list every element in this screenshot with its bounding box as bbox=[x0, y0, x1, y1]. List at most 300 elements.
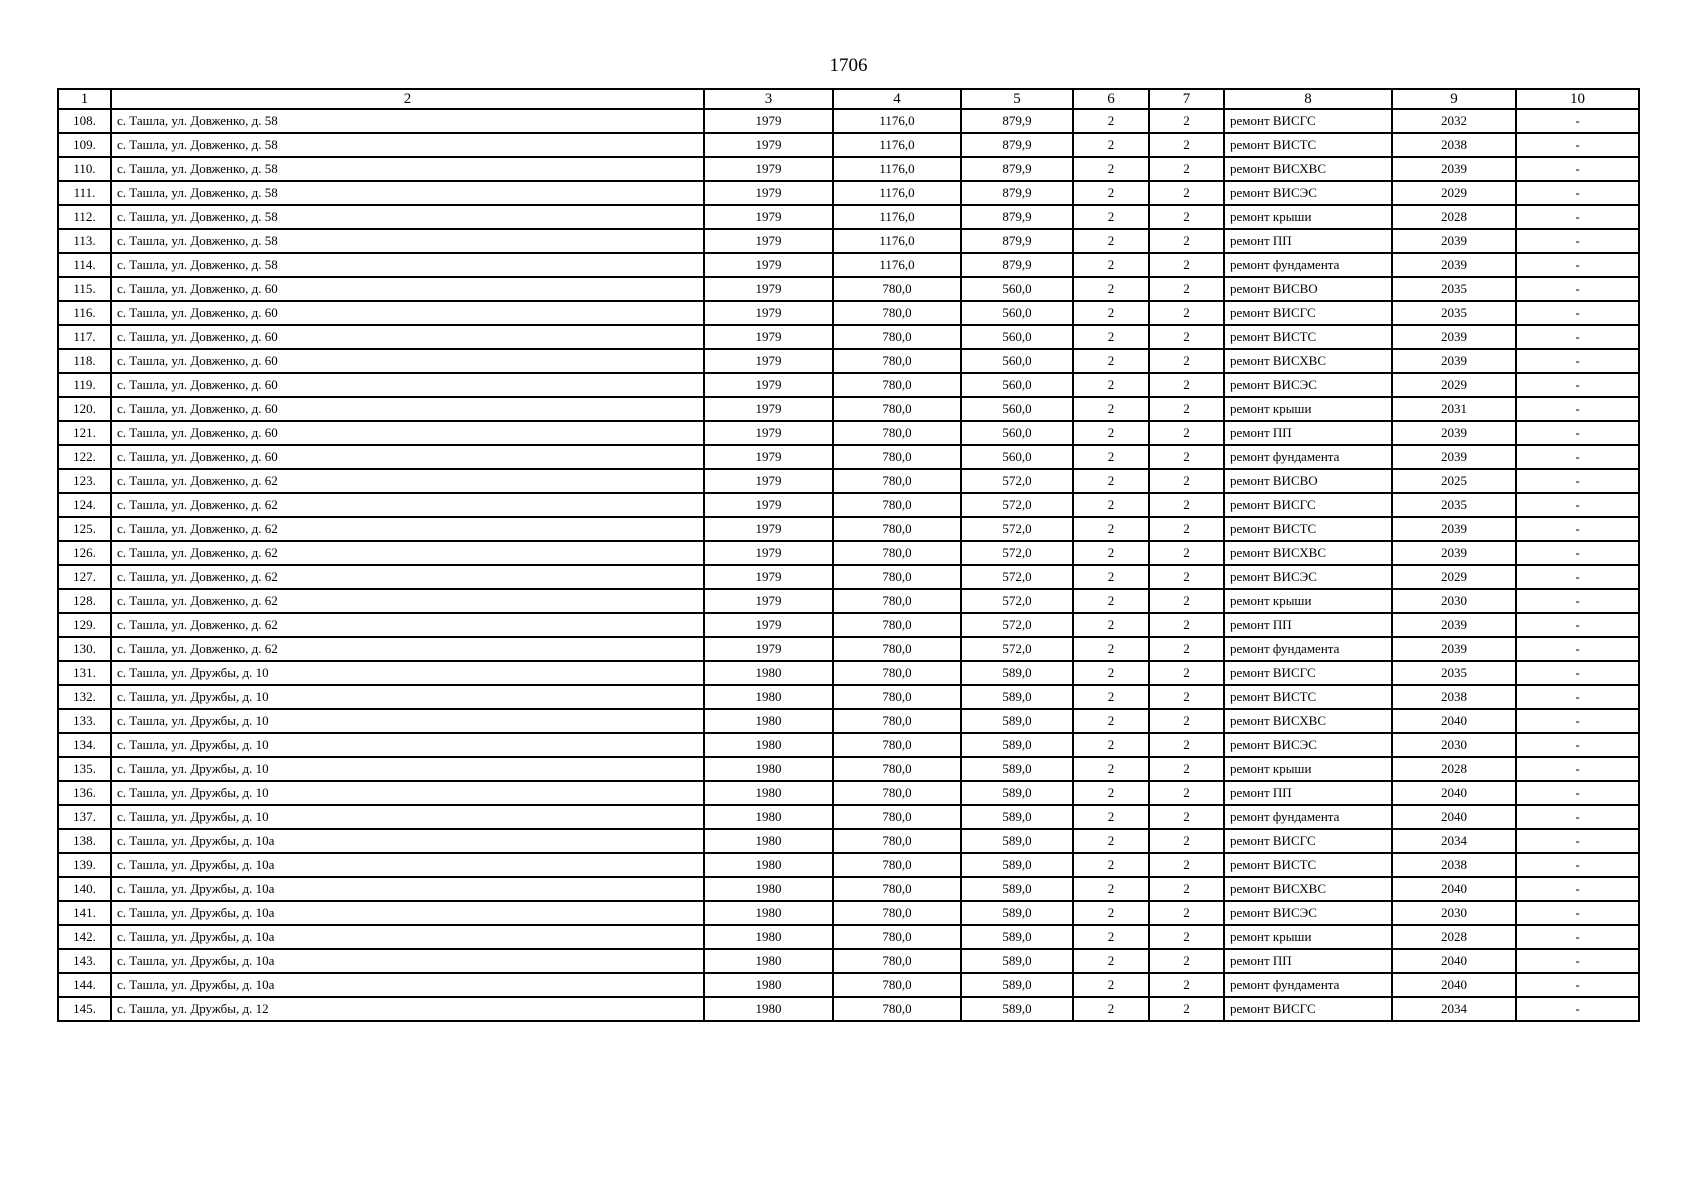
cell-work-type: ремонт ВИСХВС bbox=[1224, 709, 1392, 733]
cell-entrances: 2 bbox=[1149, 541, 1224, 565]
cell-address: с. Ташла, ул. Довженко, д. 58 bbox=[111, 133, 704, 157]
cell-total-area: 780,0 bbox=[833, 469, 961, 493]
cell-total-area: 780,0 bbox=[833, 373, 961, 397]
cell-row-number: 123. bbox=[58, 469, 111, 493]
cell-entrances: 2 bbox=[1149, 949, 1224, 973]
cell-total-area: 780,0 bbox=[833, 613, 961, 637]
cell-address: с. Ташла, ул. Дружбы, д. 10 bbox=[111, 661, 704, 685]
cell-total-area: 780,0 bbox=[833, 781, 961, 805]
cell-row-number: 137. bbox=[58, 805, 111, 829]
cell-row-number: 119. bbox=[58, 373, 111, 397]
cell-planned-year: 2039 bbox=[1392, 445, 1516, 469]
cell-note: - bbox=[1516, 133, 1639, 157]
cell-work-type: ремонт крыши bbox=[1224, 925, 1392, 949]
cell-planned-year: 2028 bbox=[1392, 205, 1516, 229]
cell-address: с. Ташла, ул. Довженко, д. 62 bbox=[111, 469, 704, 493]
cell-year-built: 1979 bbox=[704, 181, 833, 205]
cell-planned-year: 2032 bbox=[1392, 109, 1516, 133]
cell-total-area: 780,0 bbox=[833, 493, 961, 517]
cell-year-built: 1980 bbox=[704, 997, 833, 1021]
cell-total-area: 780,0 bbox=[833, 517, 961, 541]
cell-floors: 2 bbox=[1073, 757, 1149, 781]
cell-total-area: 780,0 bbox=[833, 805, 961, 829]
cell-row-number: 130. bbox=[58, 637, 111, 661]
column-header-1: 1 bbox=[58, 89, 111, 109]
table-body bbox=[58, 109, 1639, 1021]
cell-entrances: 2 bbox=[1149, 493, 1224, 517]
cell-address: с. Ташла, ул. Довженко, д. 60 bbox=[111, 421, 704, 445]
cell-floors: 2 bbox=[1073, 421, 1149, 445]
cell-note: - bbox=[1516, 421, 1639, 445]
cell-note: - bbox=[1516, 829, 1639, 853]
cell-total-area: 780,0 bbox=[833, 301, 961, 325]
cell-floors: 2 bbox=[1073, 589, 1149, 613]
table-row bbox=[58, 181, 1639, 205]
cell-entrances: 2 bbox=[1149, 349, 1224, 373]
cell-floors: 2 bbox=[1073, 709, 1149, 733]
cell-year-built: 1979 bbox=[704, 349, 833, 373]
cell-floors: 2 bbox=[1073, 997, 1149, 1021]
table-row bbox=[58, 469, 1639, 493]
cell-planned-year: 2034 bbox=[1392, 997, 1516, 1021]
cell-row-number: 129. bbox=[58, 613, 111, 637]
cell-total-area: 780,0 bbox=[833, 325, 961, 349]
cell-note: - bbox=[1516, 205, 1639, 229]
table-row bbox=[58, 733, 1639, 757]
cell-floors: 2 bbox=[1073, 949, 1149, 973]
cell-address: с. Ташла, ул. Довженко, д. 60 bbox=[111, 277, 704, 301]
cell-row-number: 109. bbox=[58, 133, 111, 157]
cell-address: с. Ташла, ул. Дружбы, д. 10 bbox=[111, 805, 704, 829]
cell-planned-year: 2034 bbox=[1392, 829, 1516, 853]
cell-work-type: ремонт фундамента bbox=[1224, 973, 1392, 997]
cell-planned-year: 2039 bbox=[1392, 541, 1516, 565]
cell-entrances: 2 bbox=[1149, 685, 1224, 709]
table-row bbox=[58, 133, 1639, 157]
cell-living-area: 572,0 bbox=[961, 493, 1073, 517]
cell-entrances: 2 bbox=[1149, 805, 1224, 829]
cell-year-built: 1980 bbox=[704, 829, 833, 853]
cell-planned-year: 2040 bbox=[1392, 805, 1516, 829]
cell-floors: 2 bbox=[1073, 805, 1149, 829]
cell-entrances: 2 bbox=[1149, 853, 1224, 877]
cell-row-number: 120. bbox=[58, 397, 111, 421]
cell-work-type: ремонт ВИСТС bbox=[1224, 517, 1392, 541]
cell-work-type: ремонт ВИСТС bbox=[1224, 853, 1392, 877]
cell-address: с. Ташла, ул. Довженко, д. 60 bbox=[111, 325, 704, 349]
cell-work-type: ремонт ВИСХВС bbox=[1224, 157, 1392, 181]
cell-living-area: 589,0 bbox=[961, 685, 1073, 709]
cell-work-type: ремонт ВИСЭС bbox=[1224, 181, 1392, 205]
cell-work-type: ремонт ВИСВО bbox=[1224, 277, 1392, 301]
cell-year-built: 1980 bbox=[704, 901, 833, 925]
cell-note: - bbox=[1516, 445, 1639, 469]
cell-address: с. Ташла, ул. Довженко, д. 62 bbox=[111, 589, 704, 613]
cell-entrances: 2 bbox=[1149, 997, 1224, 1021]
cell-floors: 2 bbox=[1073, 133, 1149, 157]
cell-note: - bbox=[1516, 613, 1639, 637]
cell-address: с. Ташла, ул. Довженко, д. 62 bbox=[111, 613, 704, 637]
table-row bbox=[58, 685, 1639, 709]
cell-address: с. Ташла, ул. Довженко, д. 62 bbox=[111, 565, 704, 589]
cell-work-type: ремонт ВИСТС bbox=[1224, 133, 1392, 157]
cell-entrances: 2 bbox=[1149, 469, 1224, 493]
cell-work-type: ремонт крыши bbox=[1224, 205, 1392, 229]
cell-planned-year: 2040 bbox=[1392, 709, 1516, 733]
cell-year-built: 1979 bbox=[704, 517, 833, 541]
cell-living-area: 560,0 bbox=[961, 445, 1073, 469]
cell-total-area: 780,0 bbox=[833, 565, 961, 589]
cell-entrances: 2 bbox=[1149, 589, 1224, 613]
cell-planned-year: 2039 bbox=[1392, 157, 1516, 181]
cell-year-built: 1979 bbox=[704, 421, 833, 445]
cell-planned-year: 2040 bbox=[1392, 781, 1516, 805]
cell-row-number: 114. bbox=[58, 253, 111, 277]
cell-living-area: 589,0 bbox=[961, 733, 1073, 757]
cell-living-area: 589,0 bbox=[961, 781, 1073, 805]
cell-year-built: 1979 bbox=[704, 229, 833, 253]
cell-row-number: 128. bbox=[58, 589, 111, 613]
table-row bbox=[58, 997, 1639, 1021]
column-header-10: 10 bbox=[1516, 89, 1639, 109]
cell-living-area: 879,9 bbox=[961, 253, 1073, 277]
cell-work-type: ремонт крыши bbox=[1224, 397, 1392, 421]
cell-work-type: ремонт ВИСЭС bbox=[1224, 373, 1392, 397]
cell-entrances: 2 bbox=[1149, 565, 1224, 589]
cell-floors: 2 bbox=[1073, 397, 1149, 421]
cell-year-built: 1979 bbox=[704, 589, 833, 613]
cell-address: с. Ташла, ул. Дружбы, д. 10 bbox=[111, 733, 704, 757]
cell-note: - bbox=[1516, 541, 1639, 565]
cell-living-area: 589,0 bbox=[961, 853, 1073, 877]
cell-living-area: 879,9 bbox=[961, 133, 1073, 157]
cell-note: - bbox=[1516, 373, 1639, 397]
table-row bbox=[58, 637, 1639, 661]
cell-work-type: ремонт ВИСГС bbox=[1224, 493, 1392, 517]
cell-floors: 2 bbox=[1073, 637, 1149, 661]
cell-planned-year: 2040 bbox=[1392, 877, 1516, 901]
cell-address: с. Ташла, ул. Дружбы, д. 10а bbox=[111, 901, 704, 925]
cell-planned-year: 2035 bbox=[1392, 301, 1516, 325]
cell-floors: 2 bbox=[1073, 901, 1149, 925]
cell-note: - bbox=[1516, 397, 1639, 421]
cell-total-area: 780,0 bbox=[833, 397, 961, 421]
cell-total-area: 780,0 bbox=[833, 829, 961, 853]
cell-floors: 2 bbox=[1073, 325, 1149, 349]
cell-year-built: 1979 bbox=[704, 205, 833, 229]
cell-living-area: 560,0 bbox=[961, 397, 1073, 421]
cell-row-number: 136. bbox=[58, 781, 111, 805]
cell-work-type: ремонт ВИСГС bbox=[1224, 829, 1392, 853]
cell-year-built: 1980 bbox=[704, 661, 833, 685]
table-row bbox=[58, 565, 1639, 589]
cell-total-area: 780,0 bbox=[833, 925, 961, 949]
cell-floors: 2 bbox=[1073, 373, 1149, 397]
cell-entrances: 2 bbox=[1149, 181, 1224, 205]
cell-total-area: 780,0 bbox=[833, 589, 961, 613]
cell-address: с. Ташла, ул. Довженко, д. 58 bbox=[111, 109, 704, 133]
cell-entrances: 2 bbox=[1149, 901, 1224, 925]
cell-row-number: 144. bbox=[58, 973, 111, 997]
cell-address: с. Ташла, ул. Довженко, д. 60 bbox=[111, 301, 704, 325]
cell-note: - bbox=[1516, 469, 1639, 493]
cell-note: - bbox=[1516, 757, 1639, 781]
cell-work-type: ремонт ВИСВО bbox=[1224, 469, 1392, 493]
cell-year-built: 1979 bbox=[704, 541, 833, 565]
cell-floors: 2 bbox=[1073, 301, 1149, 325]
cell-planned-year: 2028 bbox=[1392, 925, 1516, 949]
column-header-5: 5 bbox=[961, 89, 1073, 109]
cell-living-area: 572,0 bbox=[961, 469, 1073, 493]
cell-work-type: ремонт ВИСГС bbox=[1224, 997, 1392, 1021]
cell-note: - bbox=[1516, 853, 1639, 877]
cell-total-area: 1176,0 bbox=[833, 109, 961, 133]
column-header-8: 8 bbox=[1224, 89, 1392, 109]
cell-floors: 2 bbox=[1073, 349, 1149, 373]
table-row bbox=[58, 277, 1639, 301]
cell-note: - bbox=[1516, 493, 1639, 517]
cell-row-number: 143. bbox=[58, 949, 111, 973]
cell-planned-year: 2040 bbox=[1392, 949, 1516, 973]
cell-row-number: 112. bbox=[58, 205, 111, 229]
cell-work-type: ремонт фундамента bbox=[1224, 805, 1392, 829]
cell-planned-year: 2029 bbox=[1392, 565, 1516, 589]
column-header-6: 6 bbox=[1073, 89, 1149, 109]
cell-entrances: 2 bbox=[1149, 325, 1224, 349]
table-header bbox=[58, 89, 1639, 109]
cell-row-number: 133. bbox=[58, 709, 111, 733]
cell-work-type: ремонт ПП bbox=[1224, 613, 1392, 637]
cell-planned-year: 2040 bbox=[1392, 973, 1516, 997]
cell-total-area: 780,0 bbox=[833, 853, 961, 877]
cell-row-number: 117. bbox=[58, 325, 111, 349]
cell-floors: 2 bbox=[1073, 205, 1149, 229]
cell-work-type: ремонт ПП bbox=[1224, 229, 1392, 253]
cell-work-type: ремонт крыши bbox=[1224, 757, 1392, 781]
cell-address: с. Ташла, ул. Дружбы, д. 10 bbox=[111, 781, 704, 805]
cell-year-built: 1980 bbox=[704, 781, 833, 805]
cell-year-built: 1979 bbox=[704, 565, 833, 589]
cell-planned-year: 2039 bbox=[1392, 517, 1516, 541]
cell-note: - bbox=[1516, 805, 1639, 829]
cell-row-number: 134. bbox=[58, 733, 111, 757]
column-header-4: 4 bbox=[833, 89, 961, 109]
cell-entrances: 2 bbox=[1149, 253, 1224, 277]
cell-floors: 2 bbox=[1073, 157, 1149, 181]
cell-year-built: 1979 bbox=[704, 301, 833, 325]
cell-address: с. Ташла, ул. Дружбы, д. 10 bbox=[111, 709, 704, 733]
cell-note: - bbox=[1516, 517, 1639, 541]
table-row bbox=[58, 709, 1639, 733]
cell-year-built: 1979 bbox=[704, 613, 833, 637]
cell-address: с. Ташла, ул. Довженко, д. 62 bbox=[111, 493, 704, 517]
table-row bbox=[58, 661, 1639, 685]
cell-planned-year: 2039 bbox=[1392, 253, 1516, 277]
cell-entrances: 2 bbox=[1149, 925, 1224, 949]
cell-year-built: 1980 bbox=[704, 877, 833, 901]
cell-row-number: 122. bbox=[58, 445, 111, 469]
cell-address: с. Ташла, ул. Довженко, д. 58 bbox=[111, 253, 704, 277]
column-header-9: 9 bbox=[1392, 89, 1516, 109]
cell-work-type: ремонт фундамента bbox=[1224, 253, 1392, 277]
repair-schedule-table bbox=[57, 88, 1640, 1022]
cell-year-built: 1979 bbox=[704, 637, 833, 661]
cell-floors: 2 bbox=[1073, 445, 1149, 469]
cell-row-number: 131. bbox=[58, 661, 111, 685]
cell-work-type: ремонт фундамента bbox=[1224, 445, 1392, 469]
cell-planned-year: 2028 bbox=[1392, 757, 1516, 781]
cell-planned-year: 2035 bbox=[1392, 277, 1516, 301]
cell-planned-year: 2029 bbox=[1392, 373, 1516, 397]
cell-living-area: 879,9 bbox=[961, 109, 1073, 133]
cell-total-area: 1176,0 bbox=[833, 253, 961, 277]
cell-row-number: 115. bbox=[58, 277, 111, 301]
cell-floors: 2 bbox=[1073, 661, 1149, 685]
cell-note: - bbox=[1516, 157, 1639, 181]
cell-address: с. Ташла, ул. Довженко, д. 60 bbox=[111, 397, 704, 421]
cell-row-number: 132. bbox=[58, 685, 111, 709]
cell-address: с. Ташла, ул. Дружбы, д. 10 bbox=[111, 757, 704, 781]
cell-work-type: ремонт ПП bbox=[1224, 781, 1392, 805]
cell-year-built: 1980 bbox=[704, 805, 833, 829]
cell-total-area: 780,0 bbox=[833, 973, 961, 997]
cell-entrances: 2 bbox=[1149, 757, 1224, 781]
cell-living-area: 572,0 bbox=[961, 637, 1073, 661]
cell-address: с. Ташла, ул. Довженко, д. 60 bbox=[111, 373, 704, 397]
table-row bbox=[58, 589, 1639, 613]
cell-total-area: 780,0 bbox=[833, 349, 961, 373]
table-row bbox=[58, 253, 1639, 277]
cell-total-area: 780,0 bbox=[833, 685, 961, 709]
cell-row-number: 108. bbox=[58, 109, 111, 133]
cell-planned-year: 2039 bbox=[1392, 613, 1516, 637]
cell-living-area: 589,0 bbox=[961, 829, 1073, 853]
cell-work-type: ремонт ВИСГС bbox=[1224, 301, 1392, 325]
cell-note: - bbox=[1516, 973, 1639, 997]
table-row bbox=[58, 949, 1639, 973]
table-row bbox=[58, 157, 1639, 181]
cell-year-built: 1979 bbox=[704, 373, 833, 397]
cell-living-area: 589,0 bbox=[961, 709, 1073, 733]
cell-entrances: 2 bbox=[1149, 877, 1224, 901]
cell-work-type: ремонт ВИСХВС bbox=[1224, 877, 1392, 901]
cell-year-built: 1980 bbox=[704, 949, 833, 973]
cell-total-area: 780,0 bbox=[833, 709, 961, 733]
header-row bbox=[58, 89, 1639, 109]
cell-row-number: 126. bbox=[58, 541, 111, 565]
cell-total-area: 1176,0 bbox=[833, 229, 961, 253]
cell-living-area: 572,0 bbox=[961, 565, 1073, 589]
cell-row-number: 116. bbox=[58, 301, 111, 325]
cell-entrances: 2 bbox=[1149, 421, 1224, 445]
table-row bbox=[58, 853, 1639, 877]
cell-living-area: 879,9 bbox=[961, 229, 1073, 253]
table-row bbox=[58, 973, 1639, 997]
cell-planned-year: 2039 bbox=[1392, 637, 1516, 661]
cell-living-area: 589,0 bbox=[961, 973, 1073, 997]
cell-work-type: ремонт ВИСТС bbox=[1224, 685, 1392, 709]
cell-year-built: 1979 bbox=[704, 397, 833, 421]
cell-note: - bbox=[1516, 301, 1639, 325]
cell-planned-year: 2039 bbox=[1392, 325, 1516, 349]
cell-floors: 2 bbox=[1073, 565, 1149, 589]
cell-address: с. Ташла, ул. Довженко, д. 62 bbox=[111, 517, 704, 541]
cell-note: - bbox=[1516, 661, 1639, 685]
cell-living-area: 560,0 bbox=[961, 277, 1073, 301]
cell-total-area: 780,0 bbox=[833, 997, 961, 1021]
table-row bbox=[58, 613, 1639, 637]
column-header-2: 2 bbox=[111, 89, 704, 109]
cell-living-area: 589,0 bbox=[961, 877, 1073, 901]
cell-note: - bbox=[1516, 109, 1639, 133]
table-row bbox=[58, 421, 1639, 445]
cell-entrances: 2 bbox=[1149, 205, 1224, 229]
cell-entrances: 2 bbox=[1149, 973, 1224, 997]
cell-living-area: 589,0 bbox=[961, 901, 1073, 925]
cell-planned-year: 2035 bbox=[1392, 493, 1516, 517]
cell-planned-year: 2039 bbox=[1392, 421, 1516, 445]
table-row bbox=[58, 757, 1639, 781]
cell-floors: 2 bbox=[1073, 973, 1149, 997]
cell-total-area: 1176,0 bbox=[833, 181, 961, 205]
cell-work-type: ремонт ВИСЭС bbox=[1224, 901, 1392, 925]
cell-note: - bbox=[1516, 877, 1639, 901]
cell-work-type: ремонт ПП bbox=[1224, 421, 1392, 445]
cell-floors: 2 bbox=[1073, 493, 1149, 517]
table-row bbox=[58, 877, 1639, 901]
table-row bbox=[58, 397, 1639, 421]
cell-living-area: 589,0 bbox=[961, 757, 1073, 781]
cell-year-built: 1980 bbox=[704, 709, 833, 733]
cell-note: - bbox=[1516, 229, 1639, 253]
cell-work-type: ремонт ВИСГС bbox=[1224, 661, 1392, 685]
cell-living-area: 572,0 bbox=[961, 541, 1073, 565]
cell-work-type: ремонт ВИСТС bbox=[1224, 325, 1392, 349]
cell-work-type: ремонт крыши bbox=[1224, 589, 1392, 613]
table-row bbox=[58, 493, 1639, 517]
column-header-3: 3 bbox=[704, 89, 833, 109]
cell-entrances: 2 bbox=[1149, 781, 1224, 805]
cell-work-type: ремонт ВИСХВС bbox=[1224, 349, 1392, 373]
cell-planned-year: 2038 bbox=[1392, 685, 1516, 709]
cell-planned-year: 2031 bbox=[1392, 397, 1516, 421]
cell-living-area: 589,0 bbox=[961, 661, 1073, 685]
cell-total-area: 780,0 bbox=[833, 277, 961, 301]
table-row bbox=[58, 301, 1639, 325]
cell-planned-year: 2035 bbox=[1392, 661, 1516, 685]
cell-floors: 2 bbox=[1073, 109, 1149, 133]
cell-address: с. Ташла, ул. Довженко, д. 58 bbox=[111, 205, 704, 229]
cell-row-number: 142. bbox=[58, 925, 111, 949]
cell-living-area: 572,0 bbox=[961, 613, 1073, 637]
cell-year-built: 1979 bbox=[704, 325, 833, 349]
cell-address: с. Ташла, ул. Довженко, д. 60 bbox=[111, 349, 704, 373]
cell-total-area: 780,0 bbox=[833, 757, 961, 781]
cell-total-area: 780,0 bbox=[833, 949, 961, 973]
cell-floors: 2 bbox=[1073, 853, 1149, 877]
cell-floors: 2 bbox=[1073, 877, 1149, 901]
cell-address: с. Ташла, ул. Дружбы, д. 12 bbox=[111, 997, 704, 1021]
cell-row-number: 118. bbox=[58, 349, 111, 373]
cell-note: - bbox=[1516, 589, 1639, 613]
cell-planned-year: 2038 bbox=[1392, 133, 1516, 157]
cell-note: - bbox=[1516, 349, 1639, 373]
cell-address: с. Ташла, ул. Дружбы, д. 10 bbox=[111, 685, 704, 709]
cell-living-area: 589,0 bbox=[961, 997, 1073, 1021]
cell-entrances: 2 bbox=[1149, 517, 1224, 541]
cell-entrances: 2 bbox=[1149, 637, 1224, 661]
cell-row-number: 124. bbox=[58, 493, 111, 517]
